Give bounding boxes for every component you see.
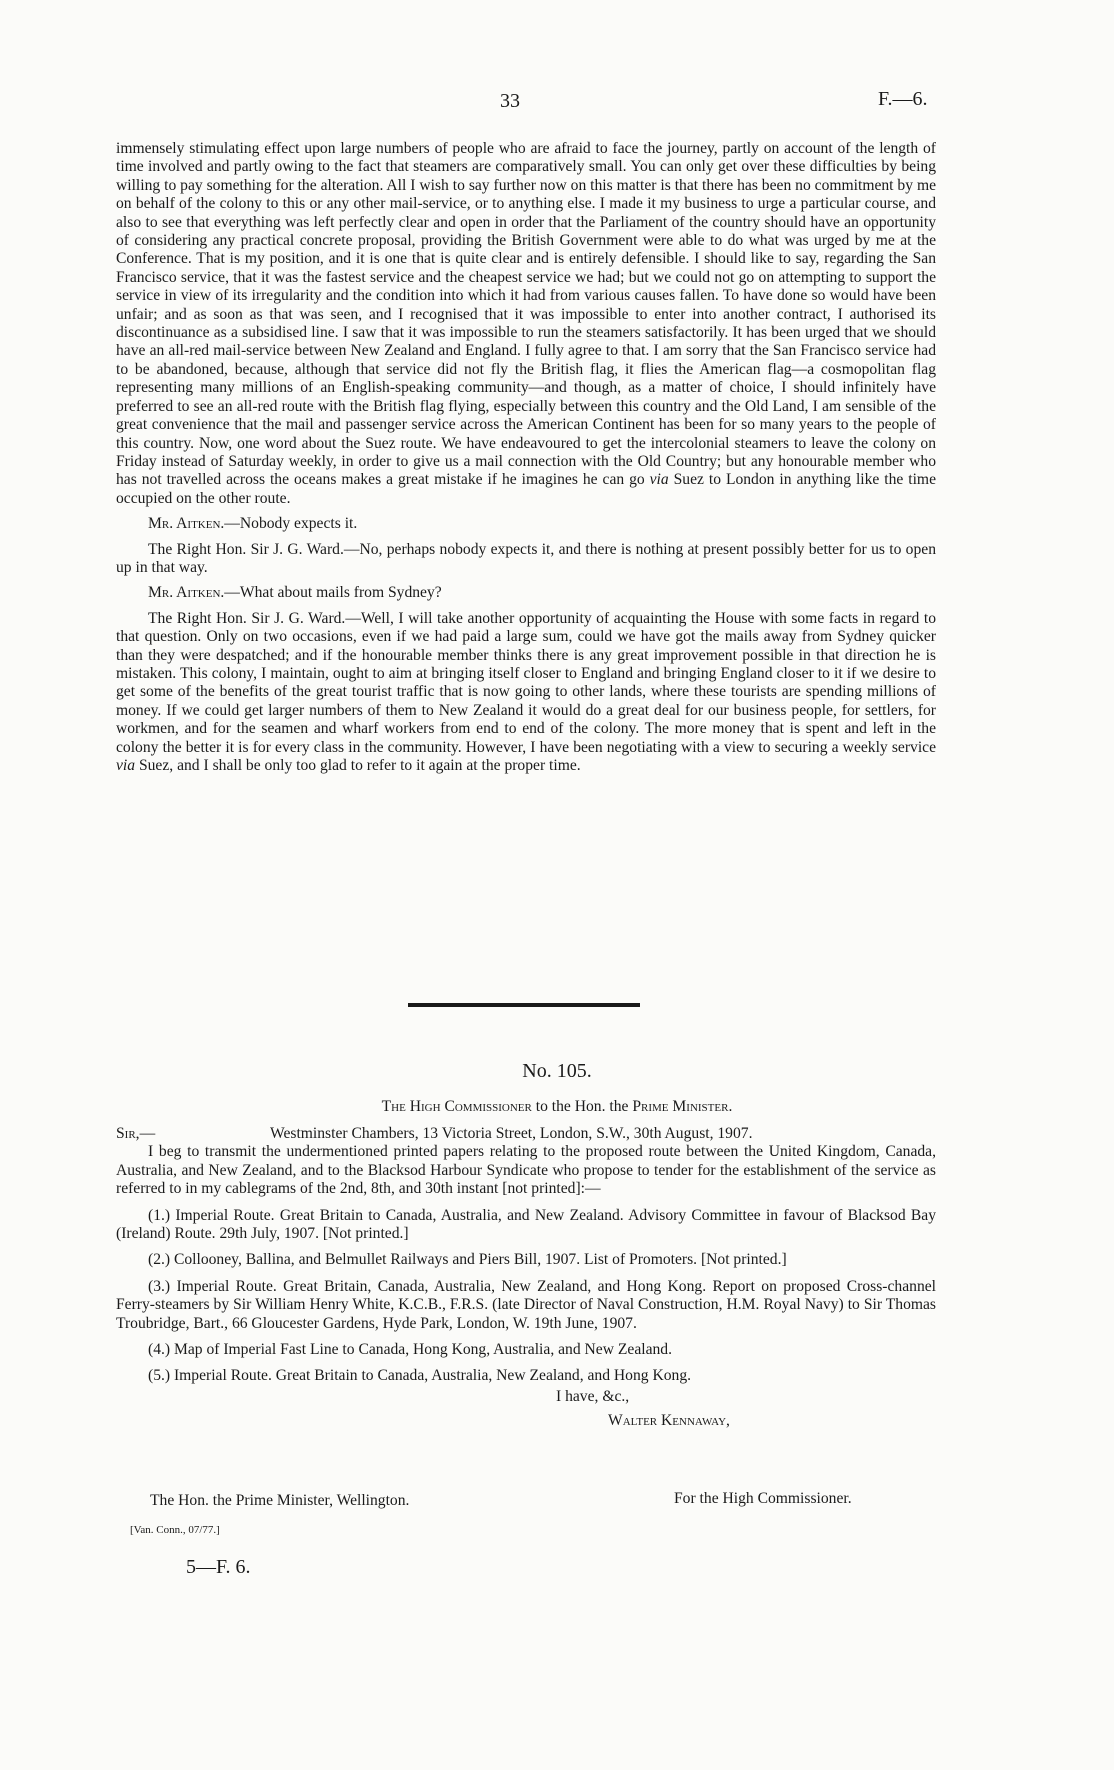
filing-reference: [Van. Conn., 07/77.] (130, 1524, 220, 1536)
enclosure-item: (3.) Imperial Route. Great Britain, Canada, Australia, New Zealand, and Hong Kong. Report on proposed Cross-channel Ferry-steamers by Sir William Henry White, K.C.B., F.R.S. (late Director of Naval Construction, H.M. Royal Navy) to Sir Thomas Troubridge, Bart., 66 Gloucester Gardens, Hyde Park, London, W. 19th June, 1907. (116, 1277, 936, 1332)
letter-heading: The High Commissioner to the Hon. the Prime Minister. (381, 1098, 733, 1115)
salutation: Sir,— (116, 1125, 156, 1142)
page-number: 33 (500, 90, 520, 112)
speaker-name: Mr. Aitken. (148, 584, 225, 602)
speaker-name: Mr. Aitken. (148, 515, 225, 533)
enclosure-item: (2.) Collooney, Ballina, and Belmullet Railways and Piers Bill, 1907. List of Promoters. [Not printed.] (148, 1251, 787, 1269)
speech-paragraph: The Right Hon. Sir J. G. Ward.—Well, I will take another opportunity of acquainting the House with some facts in regard to that question. Only on two occasions, even if we had paid a large sum, could we have got the mails away from Sydney quicker than they were despatched; and if the honourable member thinks there is any great improvement possible in that direction he is mistaken. This colony, I maintain, ought to aim at bringing itself closer to England and bringing England closer to it if we desire to get some of the benefits of the great tourist traffic that is now going to other lands, where these tourists are spending millions of money. If we could get larger numbers of them to New Zealand it would do a great deal for our business people, for settlers, for workmen, and for the seamen and wharf workers from end to end of the colony. The more money that is spent and left in the colony the better it is for every class in the community. However, I have been negotiating with a view to securing a weekly service via Suez, and I shall be only too glad to refer to it again at the proper time. (116, 609, 936, 774)
signatory: Walter Kennaway, (608, 1412, 730, 1430)
enclosure-item: (1.) Imperial Route. Great Britain to Canada, Australia, and New Zealand. Advisory Committee in favour of Blacksod Bay (Ireland) Route. 29th July, 1907. [Not printed.] (116, 1206, 936, 1243)
speaker-name: The Right Hon. Sir J. G. Ward. (148, 540, 344, 558)
salutation-line (116, 1125, 936, 1143)
sender-address: Westminster Chambers, 13 Victoria Street, London, S.W., 30th August, 1907. (270, 1125, 753, 1142)
speech-paragraph: The Right Hon. Sir J. G. Ward.—No, perhaps nobody expects it, and there is nothing at present possibly better for us to open up in that way. (116, 540, 936, 576)
letter-paragraph: I beg to transmit the undermentioned printed papers relating to the proposed route between the United Kingdom, Canada, Australia, and New Zealand, and to the Blacksod Harbour Syndicate who propose to tender for the establishment of the service as referred to in my cablegrams of the 2nd, 8th, and 30th instant [not printed]:— (116, 1143, 936, 1198)
interjection: Mr. Aitken.—Nobody expects it. (148, 515, 358, 533)
sheet-signature-mark: 5—F. 6. (186, 1556, 251, 1578)
speech-body (116, 140, 936, 775)
closing: I have, &c., (556, 1387, 630, 1405)
section-divider (408, 1003, 640, 1007)
enclosure-item: (5.) Imperial Route. Great Britain to Canada, Australia, New Zealand, and Hong Kong. (148, 1367, 692, 1385)
paper-code: F.—6. (878, 88, 928, 110)
addressee: The Hon. the Prime Minister, Wellington. (150, 1492, 410, 1509)
speaker-name: The Right Hon. Sir J. G. Ward. (148, 609, 346, 627)
signatory-role: For the High Commissioner. (674, 1490, 852, 1507)
enclosure-item: (4.) Map of Imperial Fast Line to Canada, Hong Kong, Australia, and New Zealand. (148, 1341, 672, 1359)
interjection: Mr. Aitken.—What about mails from Sydney? (148, 584, 442, 602)
document-number: No. 105. (522, 1060, 592, 1082)
letter-body (116, 1125, 936, 1431)
speech-paragraph: immensely stimulating effect upon large numbers of people who are afraid to face the journey, partly on account of the length of time involved and partly owing to the fact that steamers are comparatively small. You can only get over these difficulties by being willing to pay something for the alteration. All I wish to say further now on this matter is that there has been no commitment by me on behalf of the colony to this or any other mail-service, or to anything else. I made it my business to urge a particular course, and also to see that everything was left perfectly clear and open in order that the Parliament of the country should have an opportunity of considering any practical concrete proposal, providing the British Government were able to do what was urged by me at the Conference. That is my position, and it is one that is quite clear and is entirely defensible. I should like to say, regarding the San Francisco service, that it was the fastest service and the cheapest service we had; but we could not go on attempting to support the service in view of its irregularity and the condition into which it had from various causes fallen. To have done so would have been unfair; and as soon as that was seen, and I recognised that it was impossible to enter into another contract, I authorised its discontinuance as a subsidised line. I saw that it was impossible to run the steamers satisfactorily. It has been urged that we should have an all-red mail-service between New Zealand and England. I fully agree to that. I am sorry that the San Francisco service had to be abandoned, because, although that service did not fly the British flag, it flies the American flag—a cosmopolitan flag representing many millions of an English-speaking community—and though, as a matter of choice, I should infinitely have preferred to see an all-red route with the British flag flying, especially between this country and the Old Land, I am sensible of the great convenience that the mail and passenger service across the American Continent has been for so many years to the people of this country. Now, one word about the Suez route. We have endeavoured to get the intercolonial steamers to leave the colony on Friday instead of Saturday weekly, in order to give us a mail connection with the Old Country; but any honourable member who has not travelled across the oceans makes a great mistake if he imagines he can go via Suez to London in anything like the time occupied on the other route. (116, 140, 936, 507)
